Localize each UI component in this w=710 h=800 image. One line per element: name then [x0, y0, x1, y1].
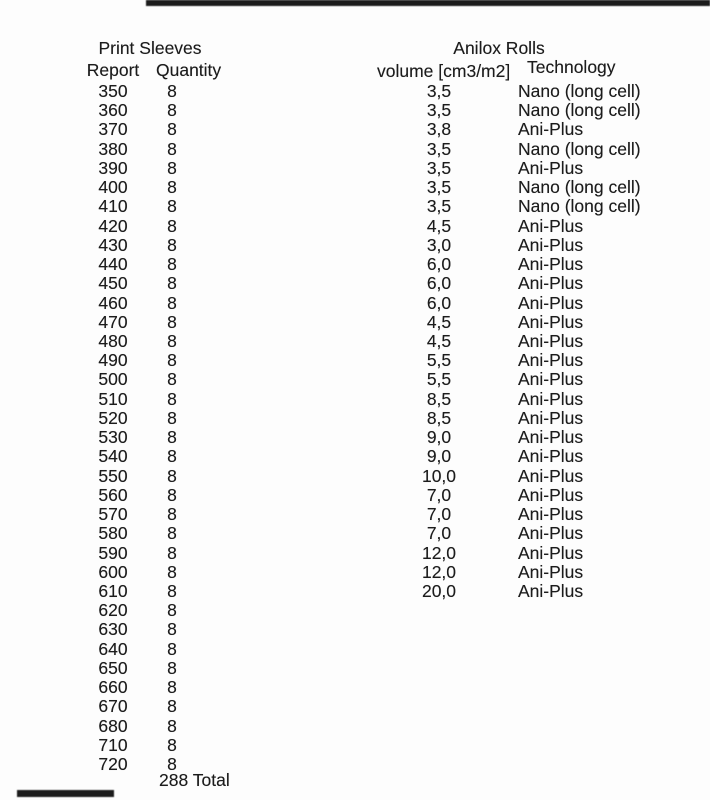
- quantity-value: 8: [167, 196, 177, 217]
- table-row: [0, 601, 710, 620]
- volume-value: 12,0: [421, 542, 457, 563]
- volume-column-header: volume [cm3/m2]: [377, 61, 511, 81]
- quantity-value: 8: [167, 754, 177, 775]
- quantity-value: 8: [167, 696, 177, 717]
- report-value: 410: [98, 196, 128, 217]
- volume-value: 3,5: [426, 138, 452, 159]
- table-row: [0, 486, 710, 505]
- print-sleeves-title: Print Sleeves: [98, 38, 202, 58]
- volume-value: 4,5: [426, 311, 452, 332]
- quantity-value: 8: [167, 542, 177, 563]
- technology-value: Ani-Plus: [518, 542, 584, 563]
- quantity-value: 8: [167, 177, 177, 198]
- volume-value: 7,0: [426, 484, 452, 505]
- table-row: [0, 447, 710, 466]
- report-value: 570: [98, 504, 128, 525]
- quantity-value: 8: [167, 369, 177, 390]
- quantity-total: 288 Total: [159, 770, 230, 790]
- report-value: 590: [98, 542, 128, 563]
- table-row: [0, 717, 710, 736]
- quantity-value: 8: [167, 100, 177, 121]
- quantity-value: 8: [167, 330, 177, 351]
- quantity-value: 8: [167, 715, 177, 736]
- technology-value: Nano (long cell): [518, 81, 641, 101]
- report-value: 390: [98, 157, 128, 178]
- report-value: 460: [98, 292, 128, 313]
- technology-value: Ani-Plus: [518, 580, 584, 601]
- volume-value: 3,5: [426, 81, 452, 101]
- technology-value: Ani-Plus: [518, 273, 584, 294]
- quantity-value: 8: [167, 234, 177, 255]
- table-row: [0, 197, 710, 216]
- table-row: [0, 582, 710, 601]
- report-value: 490: [98, 350, 128, 371]
- technology-value: Ani-Plus: [518, 523, 584, 544]
- quantity-value: 8: [167, 484, 177, 505]
- volume-value: 4,5: [426, 215, 452, 236]
- report-value: 530: [98, 427, 128, 448]
- technology-value: Ani-Plus: [518, 350, 584, 371]
- table-row: [0, 736, 710, 755]
- report-value: 660: [98, 677, 128, 698]
- report-value: 600: [98, 561, 128, 582]
- technology-value: Ani-Plus: [518, 330, 584, 351]
- volume-value: 6,0: [426, 254, 452, 275]
- table-row: [0, 678, 710, 697]
- table-row: [0, 755, 710, 774]
- quantity-value: 8: [167, 734, 177, 755]
- report-value: 450: [98, 273, 128, 294]
- quantity-value: 8: [167, 119, 177, 140]
- technology-value: Ani-Plus: [518, 157, 584, 178]
- volume-value: 3,8: [426, 119, 452, 140]
- report-value: 480: [98, 330, 128, 351]
- table-row: [0, 351, 710, 370]
- report-value: 540: [98, 446, 128, 467]
- technology-value: Ani-Plus: [518, 388, 584, 409]
- table-row: [0, 640, 710, 659]
- report-value: 650: [98, 657, 128, 678]
- technology-value: Ani-Plus: [518, 407, 584, 428]
- technology-value: Nano (long cell): [518, 196, 641, 217]
- volume-value: 7,0: [426, 504, 452, 525]
- technology-value: Ani-Plus: [518, 465, 584, 486]
- scan-artifact-bottom-bar: [17, 790, 114, 797]
- technology-value: Ani-Plus: [518, 234, 584, 255]
- volume-value: 6,0: [426, 292, 452, 313]
- table-row: [0, 563, 710, 582]
- volume-value: 3,0: [426, 234, 452, 255]
- table-row: [0, 505, 710, 524]
- quantity-value: 8: [167, 446, 177, 467]
- volume-value: 3,5: [426, 177, 452, 198]
- table-row: [0, 274, 710, 293]
- table-row: [0, 697, 710, 716]
- report-value: 610: [98, 580, 128, 601]
- table-row: [0, 659, 710, 678]
- volume-value: 7,0: [426, 523, 452, 544]
- volume-value: 4,5: [426, 330, 452, 351]
- technology-value: Ani-Plus: [518, 561, 584, 582]
- quantity-value: 8: [167, 465, 177, 486]
- table-row: [0, 467, 710, 486]
- volume-value: 10,0: [421, 465, 457, 486]
- report-value: 350: [98, 81, 128, 101]
- technology-value: Nano (long cell): [518, 100, 641, 121]
- quantity-value: 8: [167, 638, 177, 659]
- table-row: [0, 409, 710, 428]
- quantity-value: 8: [167, 388, 177, 409]
- report-value: 520: [98, 407, 128, 428]
- report-value: 620: [98, 600, 128, 621]
- table-row: [0, 159, 710, 178]
- table-row: [0, 370, 710, 389]
- quantity-value: 8: [167, 427, 177, 448]
- technology-value: Ani-Plus: [518, 504, 584, 525]
- table-row: [0, 217, 710, 236]
- quantity-value: 8: [167, 523, 177, 544]
- quantity-value: 8: [167, 504, 177, 525]
- quantity-value: 8: [167, 407, 177, 428]
- quantity-value: 8: [167, 138, 177, 159]
- volume-value: 8,5: [426, 388, 452, 409]
- quantity-value: 8: [167, 311, 177, 332]
- report-value: 470: [98, 311, 128, 332]
- report-value: 370: [98, 119, 128, 140]
- volume-value: 9,0: [426, 427, 452, 448]
- quantity-value: 8: [167, 273, 177, 294]
- quantity-value: 8: [167, 254, 177, 275]
- report-value: 560: [98, 484, 128, 505]
- volume-value: 3,5: [426, 100, 452, 121]
- table-row: [0, 524, 710, 543]
- report-value: 670: [98, 696, 128, 717]
- report-column-header: Report: [86, 60, 140, 80]
- quantity-value: 8: [167, 677, 177, 698]
- volume-value: 3,5: [426, 196, 452, 217]
- technology-value: Ani-Plus: [518, 484, 584, 505]
- table-row: [0, 255, 710, 274]
- report-value: 720: [98, 754, 128, 775]
- report-value: 680: [98, 715, 128, 736]
- table-row: [0, 236, 710, 255]
- report-value: 550: [98, 465, 128, 486]
- table-row: [0, 178, 710, 197]
- technology-value: Nano (long cell): [518, 138, 641, 159]
- quantity-value: 8: [167, 657, 177, 678]
- report-value: 640: [98, 638, 128, 659]
- table-row: [0, 390, 710, 409]
- technology-value: Nano (long cell): [518, 177, 641, 198]
- quantity-value: 8: [167, 292, 177, 313]
- table-row: [0, 544, 710, 563]
- table-row: [0, 120, 710, 139]
- report-value: 510: [98, 388, 128, 409]
- scan-artifact-top-bar: [146, 0, 710, 6]
- report-value: 440: [98, 254, 128, 275]
- technology-value: Ani-Plus: [518, 369, 584, 390]
- report-value: 420: [98, 215, 128, 236]
- table-row: [0, 332, 710, 351]
- volume-value: 20,0: [421, 580, 457, 601]
- technology-value: Ani-Plus: [518, 427, 584, 448]
- table-row: [0, 82, 710, 101]
- anilox-rolls-title: Anilox Rolls: [453, 38, 545, 58]
- technology-column-header: Technology: [527, 57, 616, 77]
- technology-value: Ani-Plus: [518, 292, 584, 313]
- technology-value: Ani-Plus: [518, 215, 584, 236]
- volume-value: 5,5: [426, 350, 452, 371]
- quantity-value: 8: [167, 81, 177, 101]
- volume-value: 5,5: [426, 369, 452, 390]
- report-value: 710: [98, 734, 128, 755]
- report-value: 580: [98, 523, 128, 544]
- volume-value: 8,5: [426, 407, 452, 428]
- quantity-value: 8: [167, 157, 177, 178]
- volume-value: 9,0: [426, 446, 452, 467]
- table-row: [0, 140, 710, 159]
- volume-value: 6,0: [426, 273, 452, 294]
- table-row: [0, 101, 710, 120]
- report-value: 400: [98, 177, 128, 198]
- report-value: 500: [98, 369, 128, 390]
- quantity-value: 8: [167, 215, 177, 236]
- quantity-value: 8: [167, 580, 177, 601]
- quantity-value: 8: [167, 350, 177, 371]
- technology-value: Ani-Plus: [518, 254, 584, 275]
- table-row: [0, 620, 710, 639]
- quantity-column-header: Quantity: [156, 60, 222, 80]
- technology-value: Ani-Plus: [518, 311, 584, 332]
- volume-value: 12,0: [421, 561, 457, 582]
- table-row: [0, 313, 710, 332]
- report-value: 430: [98, 234, 128, 255]
- quantity-value: 8: [167, 619, 177, 640]
- report-value: 630: [98, 619, 128, 640]
- report-value: 360: [98, 100, 128, 121]
- quantity-value: 8: [167, 600, 177, 621]
- technology-value: Ani-Plus: [518, 119, 584, 140]
- table-row: [0, 428, 710, 447]
- volume-value: 3,5: [426, 157, 452, 178]
- technology-value: Ani-Plus: [518, 446, 584, 467]
- table-row: [0, 294, 710, 313]
- report-value: 380: [98, 138, 128, 159]
- quantity-value: 8: [167, 561, 177, 582]
